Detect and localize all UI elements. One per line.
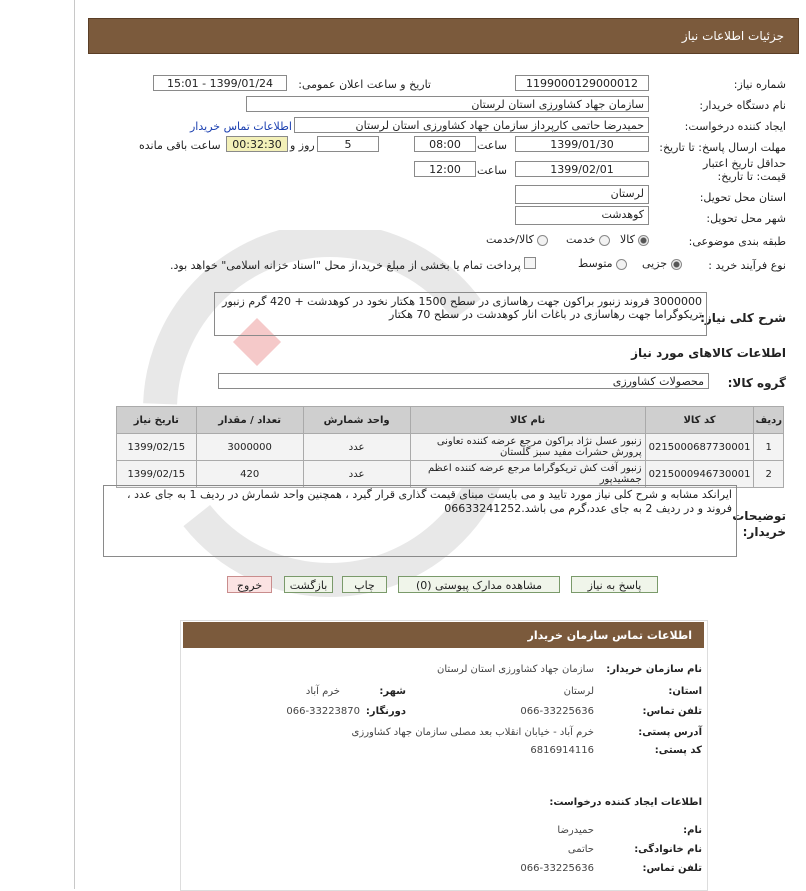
payment-checkbox[interactable] — [524, 257, 536, 269]
contact-city-value: خرم آباد — [305, 686, 340, 697]
province-label: استان محل تحویل: — [699, 191, 786, 204]
view-docs-button[interactable]: مشاهده مدارک پیوستی (0) — [398, 576, 560, 593]
contact-org-value: سازمان جهاد کشاورزی استان لرستان — [437, 664, 594, 675]
table-row — [117, 461, 784, 488]
summary-label: شرح کلی نیاز: — [700, 311, 786, 325]
cell-unit: عدد — [303, 434, 410, 461]
creator-label: ایجاد کننده درخواست: — [684, 120, 786, 133]
process-option-minor-label: جزیی — [642, 257, 668, 270]
price-validity-label: حداقل تاریخ اعتبار قیمت: تا تاریخ: — [702, 157, 786, 183]
contact-buyer-link[interactable]: اطلاعات تماس خریدار — [190, 120, 292, 133]
payment-note-text: پرداخت تمام یا بخشی از مبلغ خرید،از محل "اسناد خزانه اسلامی" خواهد بود. — [170, 259, 521, 272]
notes-text: ایرانکد مشابه و شرح کلی نیاز مورد تایید و می بایست مبنای قیمت گذاری قرار گیرد ، همچنین واحد شمارش در ردیف 1 به جای عدد ، فروند و در ردیف 2 به جای عدد،گرم می باشد.06633241252 — [127, 488, 732, 515]
cell-code: 0215000687730001 — [645, 434, 754, 461]
creator-phone-value: 066-33225636 — [520, 863, 594, 874]
items-table — [116, 406, 784, 488]
contact-panel — [180, 620, 708, 891]
category-option-both-label: کالا/خدمت — [486, 233, 534, 246]
cell-unit: عدد — [303, 461, 410, 488]
contact-province-label: استان: — [668, 686, 702, 697]
deadline-time-field: 08:00 — [414, 136, 476, 152]
city-field: کوهدشت — [515, 206, 649, 225]
summary-line-2: تریکوگراما جهت رهاسازی در باغات انار کوهدشت در سطح 70 هکتار — [389, 308, 702, 321]
province-field: لرستان — [515, 185, 649, 204]
category-option-service-label: خدمت — [566, 233, 596, 246]
contact-phone-label: تلفن تماس: — [642, 706, 702, 717]
category-option-goods-label: کالا — [620, 233, 635, 246]
cell-name: زنبور آفت کش تریکوگراما مرجع عرضه کننده اعظم جمشیدپور — [410, 461, 645, 488]
contact-postal-value: 6816914116 — [530, 745, 594, 756]
category-option-goods[interactable] — [620, 233, 649, 246]
remaining-time-field: 00:32:30 — [226, 136, 288, 152]
cell-name: زنبور عسل نژاد براکون مرجع عرضه کننده تعاونی پرورش حشرات مفید سبز گلستان — [410, 434, 645, 461]
announce-label: تاریخ و ساعت اعلان عمومی: — [298, 78, 431, 91]
contact-panel-header — [183, 622, 704, 648]
summary-textarea — [214, 292, 707, 336]
creator-family-label: نام خانوادگی: — [634, 844, 702, 855]
group-field: محصولات کشاورزی — [218, 373, 709, 389]
contact-city-label: شهر: — [379, 686, 406, 697]
contact-panel-title: اطلاعات تماس سازمان خریدار — [527, 629, 692, 642]
cell-row: 1 — [754, 434, 784, 461]
cell-date: 1399/02/15 — [117, 434, 197, 461]
contact-postal-label: کد پستی: — [654, 745, 702, 756]
radio-icon[interactable] — [599, 235, 610, 246]
print-button[interactable]: چاپ — [342, 576, 387, 593]
deadline-time-label: ساعت — [477, 139, 507, 152]
creator-name-label: نام: — [683, 825, 702, 836]
col-header-date: تاریخ نیاز — [117, 407, 197, 434]
contact-fax-value: 066-33223870 — [286, 706, 360, 717]
payment-note — [170, 257, 536, 272]
table-header-row — [117, 407, 784, 434]
contact-province-value: لرستان — [563, 686, 594, 697]
price-date-field: 1399/02/01 — [515, 161, 649, 177]
buyer-org-label: نام دستگاه خریدار: — [699, 99, 786, 112]
category-label: طبقه بندی موضوعی: — [688, 235, 786, 248]
process-label: نوع فرآیند خرید : — [708, 259, 786, 272]
deadline-label: مهلت ارسال پاسخ: تا تاریخ: — [659, 141, 786, 154]
back-button[interactable]: بازگشت — [284, 576, 333, 593]
col-header-unit: واحد شمارش — [303, 407, 410, 434]
days-field: 5 — [317, 136, 379, 152]
buyer-org-field: سازمان جهاد کشاورزی استان لرستان — [246, 96, 649, 112]
announce-field: 1399/01/24 - 15:01 — [153, 75, 287, 91]
cell-row: 2 — [754, 461, 784, 488]
contact-address-label: آدرس پستی: — [638, 727, 702, 738]
col-header-code: کد کالا — [645, 407, 754, 434]
exit-button[interactable]: خروج — [227, 576, 272, 593]
notes-label: توضیحات خریدار: — [732, 509, 786, 539]
cell-qty: 3000000 — [196, 434, 303, 461]
category-option-both[interactable] — [486, 233, 548, 246]
process-option-medium-label: متوسط — [578, 257, 613, 270]
remaining-label: ساعت باقی مانده — [139, 139, 221, 152]
page-header — [88, 18, 799, 54]
summary-line-1: 3000000 فروند زنبور براکون جهت رهاسازی در سطح 1500 هکتار نخود در کوهدشت + 420 گرم زنبور — [222, 295, 702, 308]
creator-name-value: حمیدرضا — [557, 825, 594, 836]
creator-phone-label: تلفن تماس: — [642, 863, 702, 874]
goods-info-title: اطلاعات کالاهای مورد نیاز — [631, 346, 786, 360]
radio-icon[interactable] — [638, 235, 649, 246]
col-header-name: نام کالا — [410, 407, 645, 434]
city-label: شهر محل تحویل: — [706, 212, 786, 225]
col-header-row: ردیف — [754, 407, 784, 434]
contact-org-label: نام سازمان خریدار: — [606, 664, 702, 675]
category-option-service[interactable] — [566, 233, 610, 246]
cell-code: 0215000946730001 — [645, 461, 754, 488]
radio-icon[interactable] — [671, 259, 682, 270]
contact-phone-value: 066-33225636 — [520, 706, 594, 717]
creator-info-title: اطلاعات ایجاد کننده درخواست: — [549, 797, 702, 808]
need-number-field: 1199000129000012 — [515, 75, 649, 91]
radio-icon[interactable] — [616, 259, 627, 270]
contact-address-value: خرم آباد - خیابان انقلاب بعد مصلی سازمان جهاد کشاورزی — [351, 727, 594, 738]
cell-date: 1399/02/15 — [117, 461, 197, 488]
process-option-minor[interactable] — [642, 257, 682, 270]
col-header-qty: تعداد / مقدار — [196, 407, 303, 434]
cell-qty: 420 — [196, 461, 303, 488]
creator-family-value: حاتمی — [567, 844, 594, 855]
need-number-label: شماره نیاز: — [733, 78, 786, 91]
radio-icon[interactable] — [537, 235, 548, 246]
price-time-field: 12:00 — [414, 161, 476, 177]
process-option-medium[interactable] — [578, 257, 627, 270]
days-label: روز و — [290, 139, 315, 152]
notes-textarea — [103, 485, 737, 557]
reply-button[interactable]: پاسخ به نیاز — [571, 576, 658, 593]
contact-fax-label: دورنگار: — [365, 706, 406, 717]
price-time-label: ساعت — [477, 164, 507, 177]
creator-field: حمیدرضا حاتمی کارپرداز سازمان جهاد کشاورزی استان لرستان — [294, 117, 649, 133]
page-title: جزئیات اطلاعات نیاز — [681, 29, 784, 43]
group-label: گروه کالا: — [727, 376, 786, 390]
deadline-date-field: 1399/01/30 — [515, 136, 649, 152]
table-row — [117, 434, 784, 461]
